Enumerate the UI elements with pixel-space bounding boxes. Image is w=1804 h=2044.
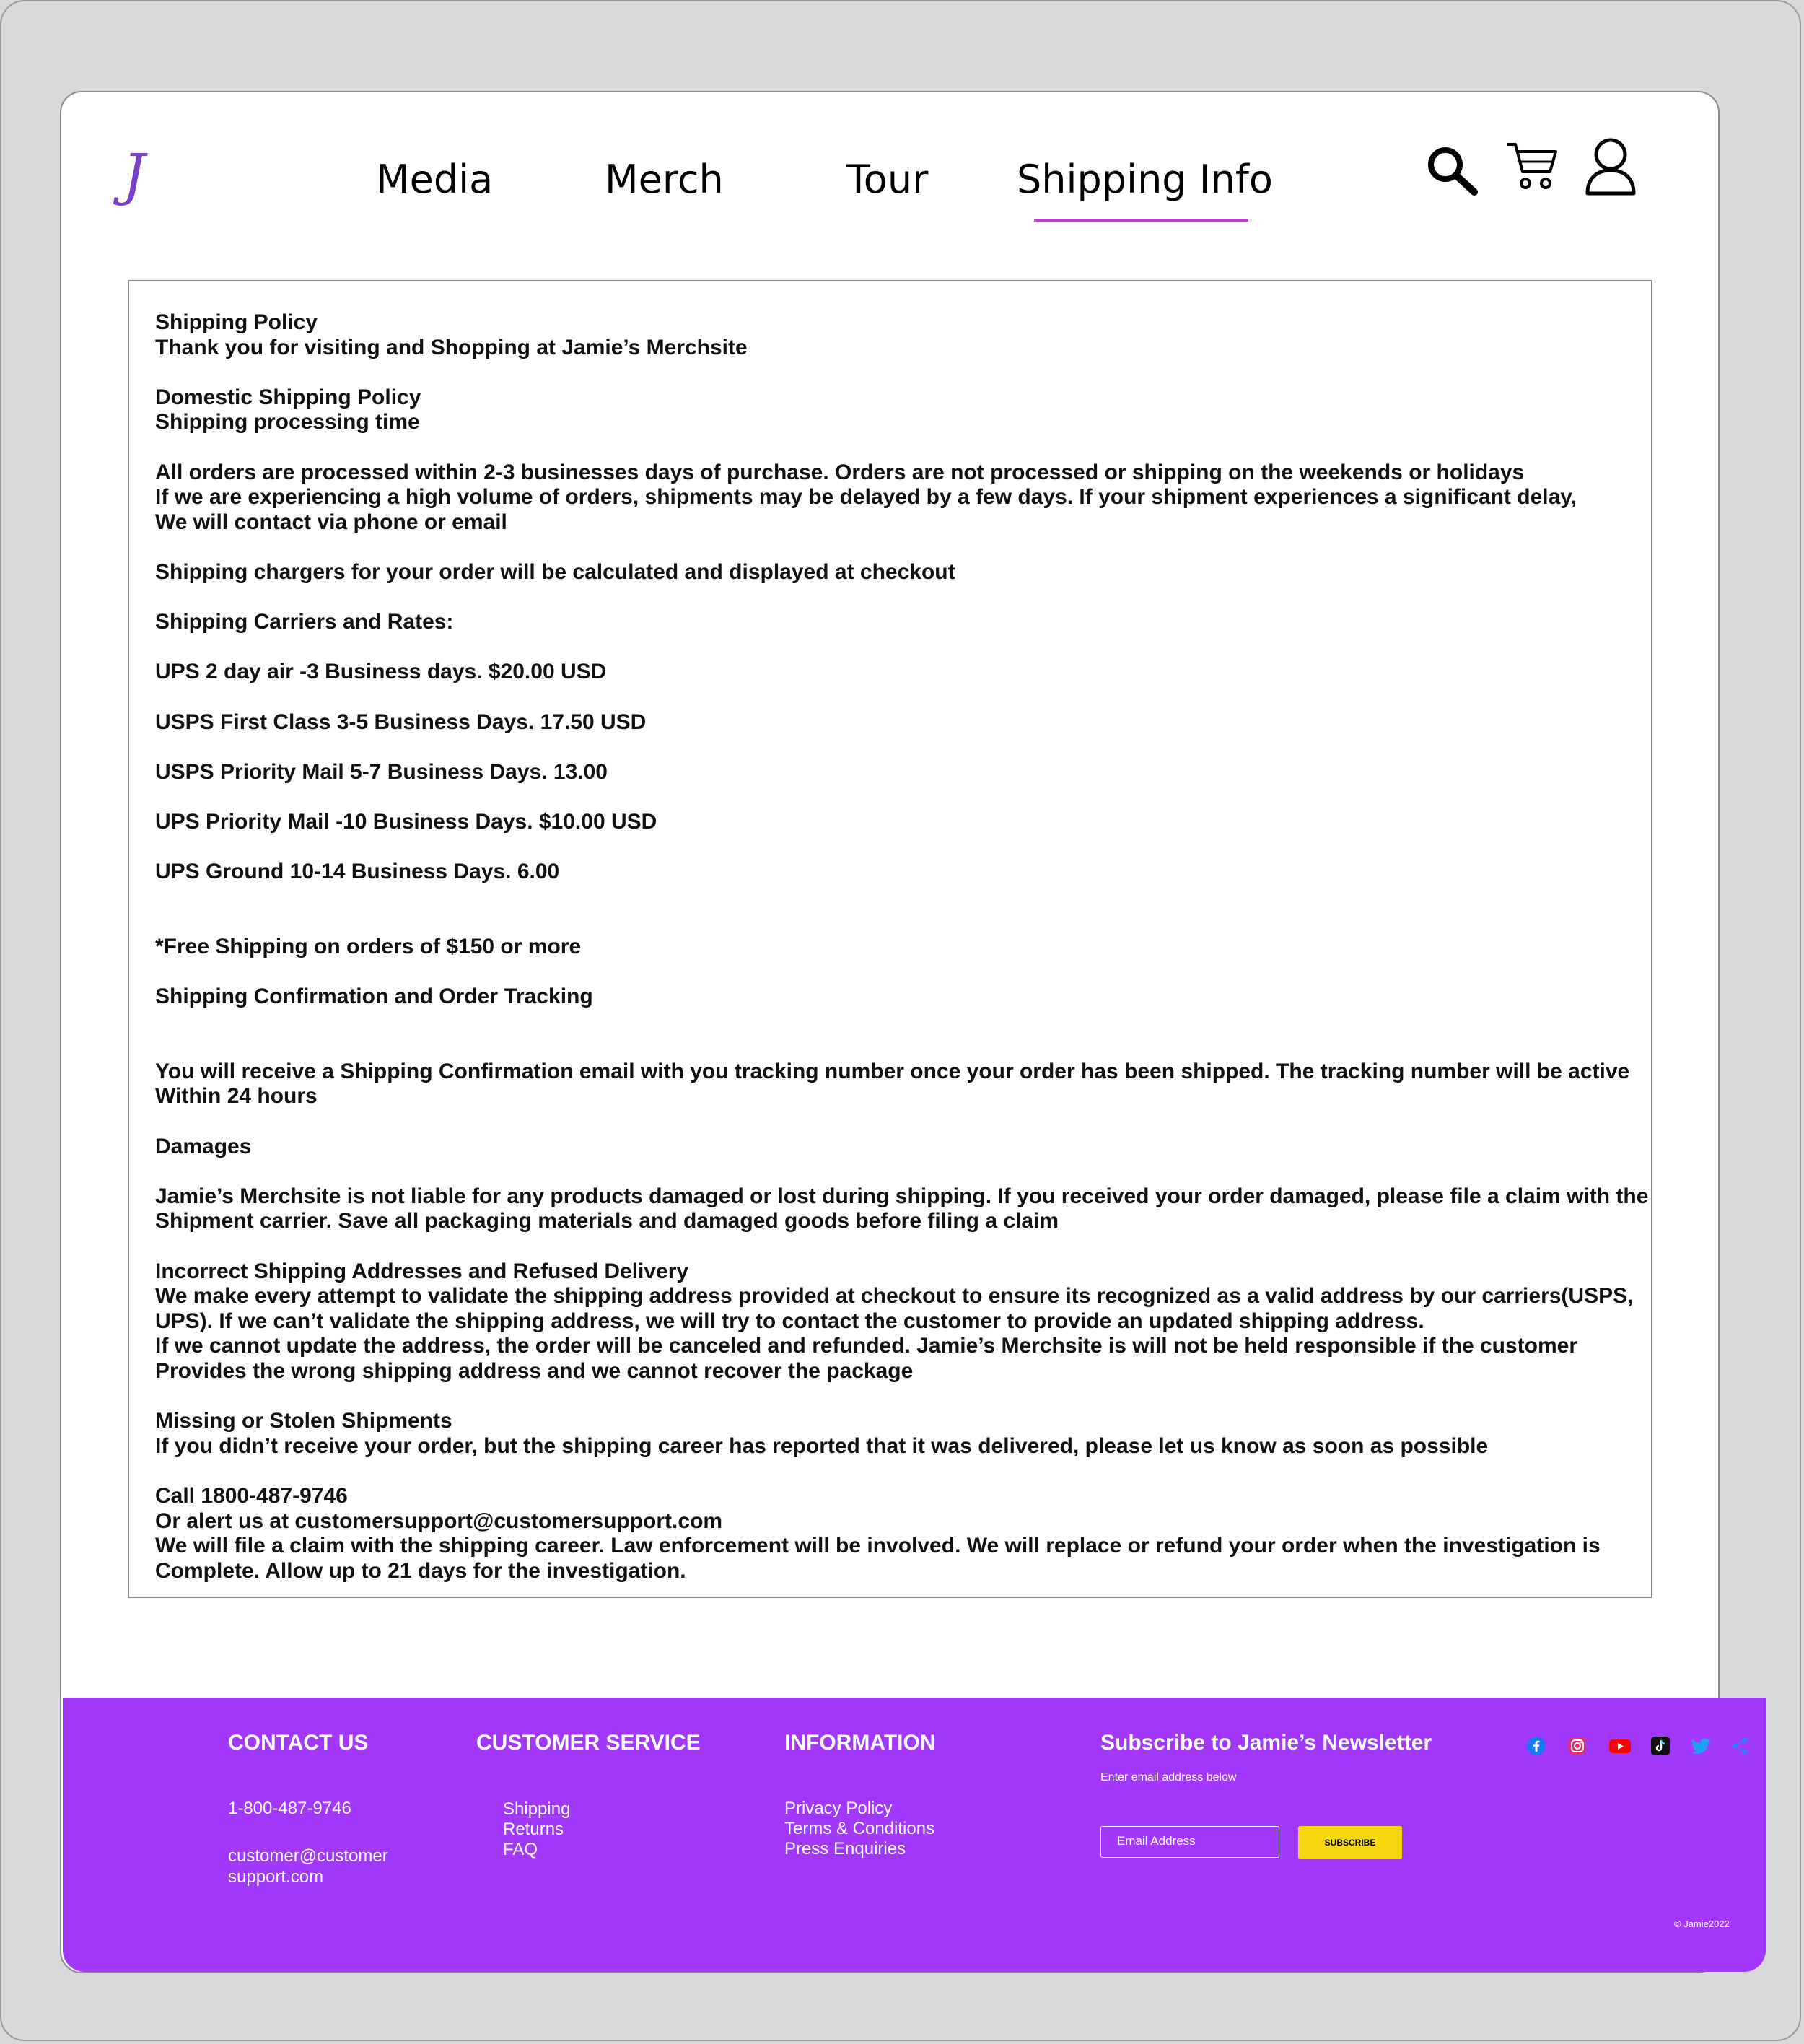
information-heading: INFORMATION bbox=[784, 1731, 936, 1755]
active-nav-indicator bbox=[1034, 219, 1248, 222]
copyright: © Jamie2022 bbox=[1674, 1918, 1730, 1929]
service-link-returns[interactable]: Returns bbox=[503, 1820, 564, 1839]
customer-service-heading: CUSTOMER SERVICE bbox=[476, 1731, 701, 1755]
user-icon[interactable] bbox=[1585, 137, 1637, 196]
nav-shipping-info[interactable]: Shipping Info bbox=[1017, 157, 1273, 202]
tiktok-icon[interactable] bbox=[1651, 1737, 1670, 1755]
info-link-privacy[interactable]: Privacy Policy bbox=[784, 1799, 893, 1818]
info-link-terms[interactable]: Terms & Conditions bbox=[784, 1819, 935, 1838]
nav-tour[interactable]: Tour bbox=[846, 157, 929, 202]
nav-merch[interactable]: Merch bbox=[605, 157, 724, 202]
newsletter-email-input[interactable]: Email Address bbox=[1100, 1826, 1279, 1858]
service-link-faq[interactable]: FAQ bbox=[503, 1840, 538, 1859]
info-link-press[interactable]: Press Enquiries bbox=[784, 1839, 906, 1859]
share-icon[interactable] bbox=[1730, 1737, 1749, 1755]
twitter-icon[interactable] bbox=[1690, 1737, 1712, 1755]
newsletter-hint: Enter email address below bbox=[1100, 1771, 1237, 1783]
contact-heading: CONTACT US bbox=[228, 1731, 369, 1755]
cart-icon[interactable] bbox=[1505, 140, 1557, 192]
newsletter-heading: Subscribe to Jamie’s Newsletter bbox=[1100, 1731, 1432, 1755]
footer bbox=[63, 1698, 1766, 1972]
contact-email-line1[interactable]: customer@customer bbox=[228, 1846, 388, 1866]
contact-email-line2[interactable]: support.com bbox=[228, 1867, 324, 1887]
contact-phone[interactable]: 1-800-487-9746 bbox=[228, 1799, 351, 1818]
nav-media[interactable]: Media bbox=[376, 157, 494, 202]
search-icon[interactable] bbox=[1425, 144, 1479, 196]
shipping-policy-text: Shipping Policy Thank you for visiting and Shopping at Jamie’s Merchsite Domestic Shipping Policy Shipping processing time All orders are processed within 2-3 businesses days of purchase. Orders are not processed or shipping on the weekends or holidays If we are experiencing a high volume of orders, shipments may be delayed by a few days. If your shipment experiences a significant delay, We will contact via phone or email Shipping chargers for your order will be calculated and displayed at checkout Shipping Carriers and Rates: UPS 2 day air -3 Business days. $20.00 USD USPS First Class 3-5 Business Days. 17.50 USD USPS Priority Mail 5-7 Business Days. 13.00 UPS Priority Mail -10 Business Days. $10.00 USD UPS Ground 10-14 Business Days. 6.00 *Free Shipping on orders of $150 or more Shipping Confirmation and Order Tracking You will receive a Shipping Confirmation email with you tracking number once your order has been shipped. The tracking number will be active Within 24 hours Damages Jamie’s Merchsite is not liable for any products damaged or lost during shipping. If you received your order damaged, please file a claim with the Shipment carrier. Save all packaging materials and damaged goods before filing a claim Incorrect Shipping Addresses and Refused Delivery We make every attempt to validate the shipping address provided at checkout to ensure its recognized as a valid address by our carriers(USPS, UPS). If we can’t validate the shipping address, we will try to contact the customer to provide an updated shipping address. If we cannot update the address, the order will be canceled and refunded. Jamie’s Merchsite is will not be held responsible if the customer Provides the wrong shipping address and we cannot recover the package Missing or Stolen Shipments If you didn’t receive your order, but the shipping career has reported that it was delivered, please let us know as soon as possible Call 1800-487-9746 Or alert us at customersupport@customersupport.com We will file a claim with the shipping career. Law enforcement will be involved. We will replace or refund your order when the investigation is Complete. Allow up to 21 days for the investigation. bbox=[155, 310, 1649, 1583]
youtube-icon[interactable] bbox=[1609, 1737, 1631, 1755]
logo[interactable]: J bbox=[123, 143, 146, 208]
subscribe-button[interactable]: SUBSCRIBE bbox=[1298, 1826, 1402, 1859]
service-link-shipping[interactable]: Shipping bbox=[503, 1799, 571, 1819]
instagram-icon[interactable] bbox=[1568, 1737, 1587, 1755]
facebook-icon[interactable] bbox=[1527, 1737, 1546, 1755]
